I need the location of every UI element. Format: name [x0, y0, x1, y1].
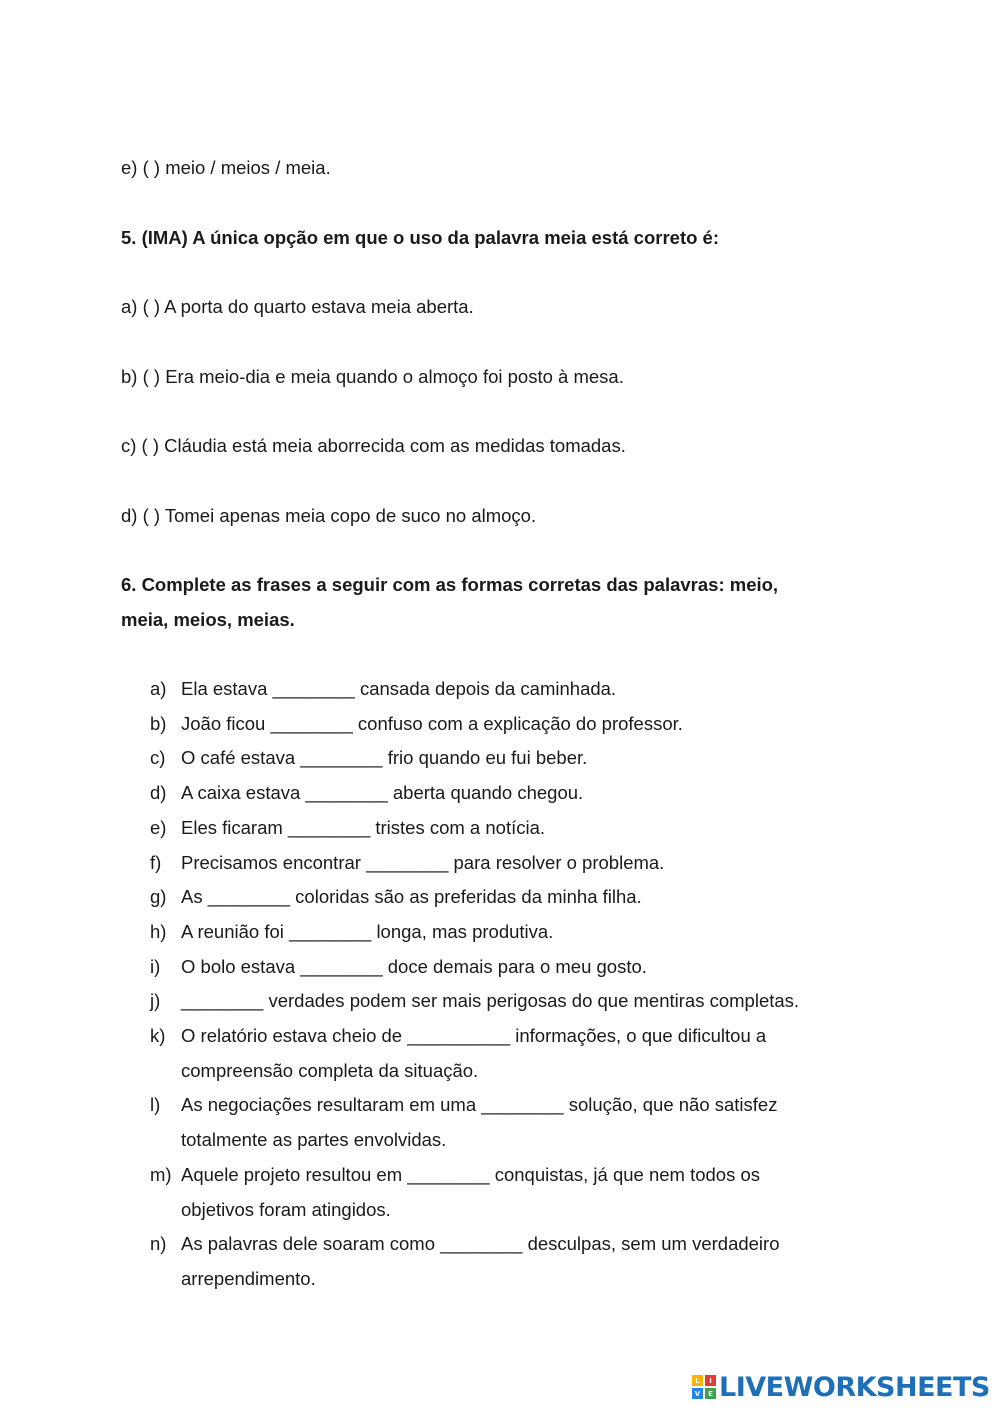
- item-label: c): [150, 747, 166, 768]
- list-item-c: [150, 747, 587, 769]
- item-label: d): [150, 782, 167, 803]
- list-item-k: [150, 1025, 766, 1047]
- item-text: O relatório estava cheio de __________ informações, o que dificultou a: [181, 1025, 767, 1046]
- item-label: h): [150, 921, 167, 942]
- list-item-m-continuation: objetivos foram atingidos.: [181, 1199, 391, 1220]
- item-label: f): [150, 852, 162, 873]
- item-label: e): [150, 817, 167, 838]
- list-item-e: [150, 817, 545, 839]
- item-label: l): [150, 1094, 161, 1115]
- list-item-m: [150, 1164, 760, 1186]
- item-text: ________ verdades podem ser mais perigosas do que mentiras completas.: [181, 990, 800, 1011]
- logo-square-e: E: [705, 1388, 716, 1399]
- item-label: n): [150, 1233, 167, 1254]
- item-text: O café estava ________ frio quando eu fui beber.: [181, 747, 588, 768]
- list-item-j: [150, 990, 799, 1012]
- logo-square-l: L: [692, 1375, 703, 1386]
- item-text: João ficou ________ confuso com a explicação do professor.: [181, 713, 683, 734]
- list-item-l: [150, 1094, 777, 1116]
- logo-text: LIVEWORKSHEETS: [719, 1371, 990, 1403]
- item-label: m): [150, 1164, 172, 1185]
- list-item-i: [150, 956, 647, 978]
- logo-square-i: I: [705, 1375, 716, 1386]
- list-item-g: [150, 886, 642, 908]
- item-label: a): [150, 678, 167, 699]
- item-text: A caixa estava ________ aberta quando chegou.: [181, 782, 584, 803]
- list-item-f: [150, 852, 664, 874]
- item-text: Aquele projeto resultou em ________ conquistas, já que nem todos os: [181, 1164, 761, 1185]
- question-5-title: 5. (IMA) A única opção em que o uso da palavra meia está correto é:: [121, 227, 719, 248]
- list-item-k-continuation: compreensão completa da situação.: [181, 1060, 479, 1081]
- logo-square-v: V: [692, 1388, 703, 1399]
- list-item-d: [150, 782, 583, 804]
- previous-question-option-e: e) ( ) meio / meios / meia.: [121, 157, 331, 178]
- item-text: A reunião foi ________ longa, mas produtiva.: [181, 921, 554, 942]
- item-text: As negociações resultaram em uma ________ solução, que não satisfez: [181, 1094, 778, 1115]
- list-item-n: [150, 1233, 780, 1255]
- item-label: j): [150, 990, 161, 1011]
- question-5-option-c: c) ( ) Cláudia está meia aborrecida com as medidas tomadas.: [121, 435, 626, 456]
- question-5-option-a: a) ( ) A porta do quarto estava meia aberta.: [121, 296, 474, 317]
- item-label: g): [150, 886, 167, 907]
- list-item-n-continuation: arrependimento.: [181, 1268, 316, 1289]
- item-text: As ________ coloridas são as preferidas da minha filha.: [181, 886, 642, 907]
- item-text: Eles ficaram ________ tristes com a notícia.: [181, 817, 546, 838]
- item-label: i): [150, 956, 161, 977]
- question-6-title-line-1: 6. Complete as frases a seguir com as formas corretas das palavras: meio,: [121, 574, 779, 595]
- list-item-l-continuation: totalmente as partes envolvidas.: [181, 1129, 447, 1150]
- item-text: Precisamos encontrar ________ para resolver o problema.: [181, 852, 665, 873]
- item-label: b): [150, 713, 167, 734]
- list-item-h: [150, 921, 553, 943]
- logo-mark-icon: [692, 1375, 716, 1399]
- item-label: k): [150, 1025, 166, 1046]
- question-6-title-line-2: meia, meios, meias.: [121, 609, 295, 630]
- liveworksheets-logo: [692, 1372, 990, 1402]
- item-text: As palavras dele soaram como ________ desculpas, sem um verdadeiro: [181, 1233, 780, 1254]
- list-item-b: [150, 713, 683, 735]
- question-5-option-b: b) ( ) Era meio-dia e meia quando o almoço foi posto à mesa.: [121, 366, 624, 387]
- item-text: O bolo estava ________ doce demais para o meu gosto.: [181, 956, 647, 977]
- question-5-option-d: d) ( ) Tomei apenas meia copo de suco no almoço.: [121, 505, 537, 526]
- item-text: Ela estava ________ cansada depois da caminhada.: [181, 678, 617, 699]
- list-item-a: [150, 678, 616, 700]
